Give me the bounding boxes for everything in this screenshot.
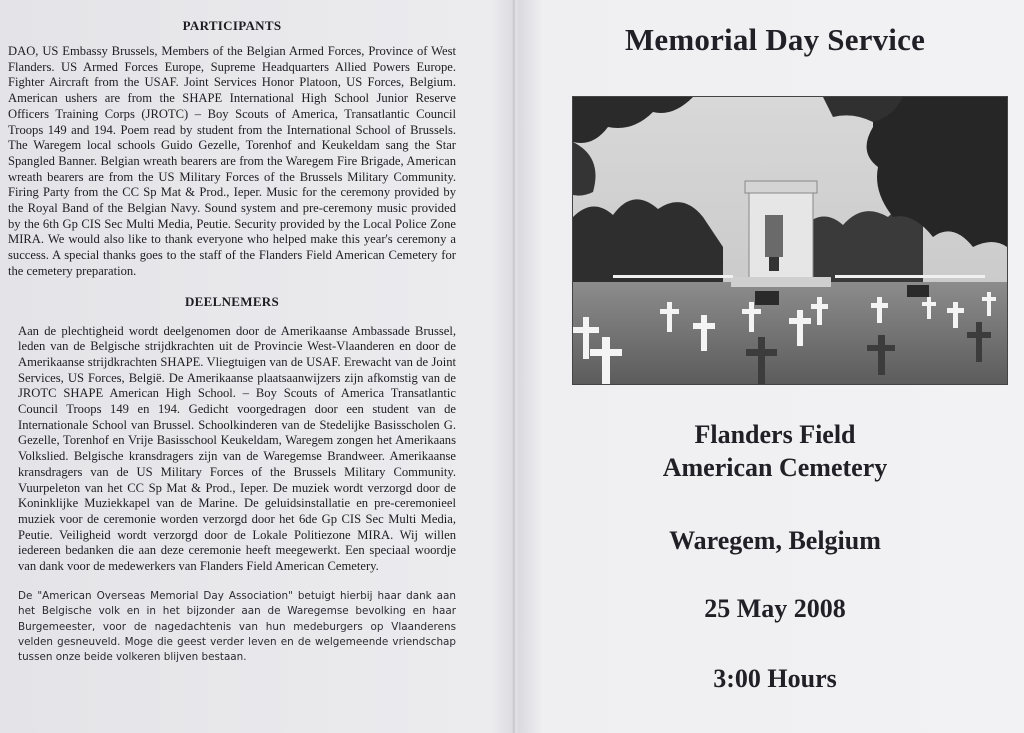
deelnemers-heading: DEELNEMERS <box>184 293 280 309</box>
participants-heading: PARTICIPANTS <box>182 18 282 33</box>
right-page <box>540 0 1024 733</box>
cemetery-photo-illustration <box>573 97 1007 384</box>
service-time: 3:00 Hours <box>713 664 837 693</box>
service-date: 25 May 2008 <box>704 594 846 623</box>
left-page <box>8 18 456 718</box>
location-text: Waregem, Belgium <box>669 526 881 555</box>
deelnemers-text: Aan de plechtigheid wordt deelgenomen door de Amerikaanse Ambassade Brussel, leden van de Belgische strijdkrachten uit de Provincie West-Vlaanderen en door de Amerikaanse strijdkrachten SHAPE. Vliegtuigen van de USAF. Erewacht van de Joint Services, US Forces, België. De Amerikaanse plaatsaanwijzers zijn afkomstig van de JROTC SHAPE American High School. – Boy Scouts of America Transatlantic Council Troops 149 en 194. Gedicht voorgedragen door een student van de Internationale School van Brussel. Schoolkinderen van de Stedelijke Basisscholen G. Gezelle, Torenhof en Vrije Basisschool Keukeldam, Waregem zongen het Amerikaans Volkslied. Belgische kransdragers zijn van de Waregemse Brandweer. Amerikaanse kransdragers van de US Military Forces of the Brussels Military Community. Vuurpeleton van het CC Sp Mat & Prod., Ieper. De muziek wordt verzorgd door de Koninklijke Muziekkapel van de Marine. De geluidsinstallatie en pre-ceremonieel muziek voor de ceremonie worden verzorgd door het 6de Gp CIS Sec Multi Media, Peutie. Veiligheid wordt verzorgd door de Lokale Politiezone MIRA. Wij willen iedereen bedanken die aan deze ceremonie heeft meegewerkt. Een speciaal woordje van dank voor de medewerkers van Flanders Field American Cemetery. <box>18 323 456 574</box>
cemetery-photo <box>572 96 1008 385</box>
page-fold <box>512 0 518 733</box>
service-title: Memorial Day Service <box>624 22 926 57</box>
cemetery-name-line1: Flanders Field <box>694 420 856 449</box>
cemetery-name-line2: American Cemetery <box>662 453 888 482</box>
thanks-text: De "American Overseas Memorial Day Association" betuigt hierbij haar dank aan het Belgische volk en in het bijzonder aan de Waregemse bevolking en haar Burgemeester, voor de nagedachtenis van hun medeburgers op Vlaanderens velden gesneuveld. Moge die geest verder leven en de welgemeende vriendschap tussen onze beide volkeren blijven bestaan. <box>18 589 456 664</box>
participants-text: DAO, US Embassy Brussels, Members of the Belgian Armed Forces, Province of West Flanders. US Armed Forces Europe, Supreme Headquarters Allied Powers Europe. Fighter Aircraft from the USAF. Joint Services Honor Platoon, US Forces, Belgium. American ushers are from the SHAPE International High School Junior Reserve Officers Training Corps (JROTC) – Boy Scouts of America, Transatlantic Council Troops 149 and 194. Poem read by student from the International School of Brussels. The Waregem local schools Guido Gezelle, Torenhof and Keukeldam sang the Star Spangled Banner. Belgian wreath bearers are from the Waregem Fire Brigade, American wreath bearers are from the US Military Forces of the Brussels Military Community. Firing Party from the CC Sp Mat & Prod., Ieper. Music for the ceremony provided by the Royal Band of the Belgian Navy. Sound system and pre-ceremony music provided by the 6th Gp CIS Sec Multi Media, Peutie. Security provided by the Local Police Zone MIRA. We would also like to thank everyone who helped make this year's ceremony a success. A special thanks goes to the staff of the Flanders Field American Cemetery for the cemetery preparation. <box>8 44 456 278</box>
